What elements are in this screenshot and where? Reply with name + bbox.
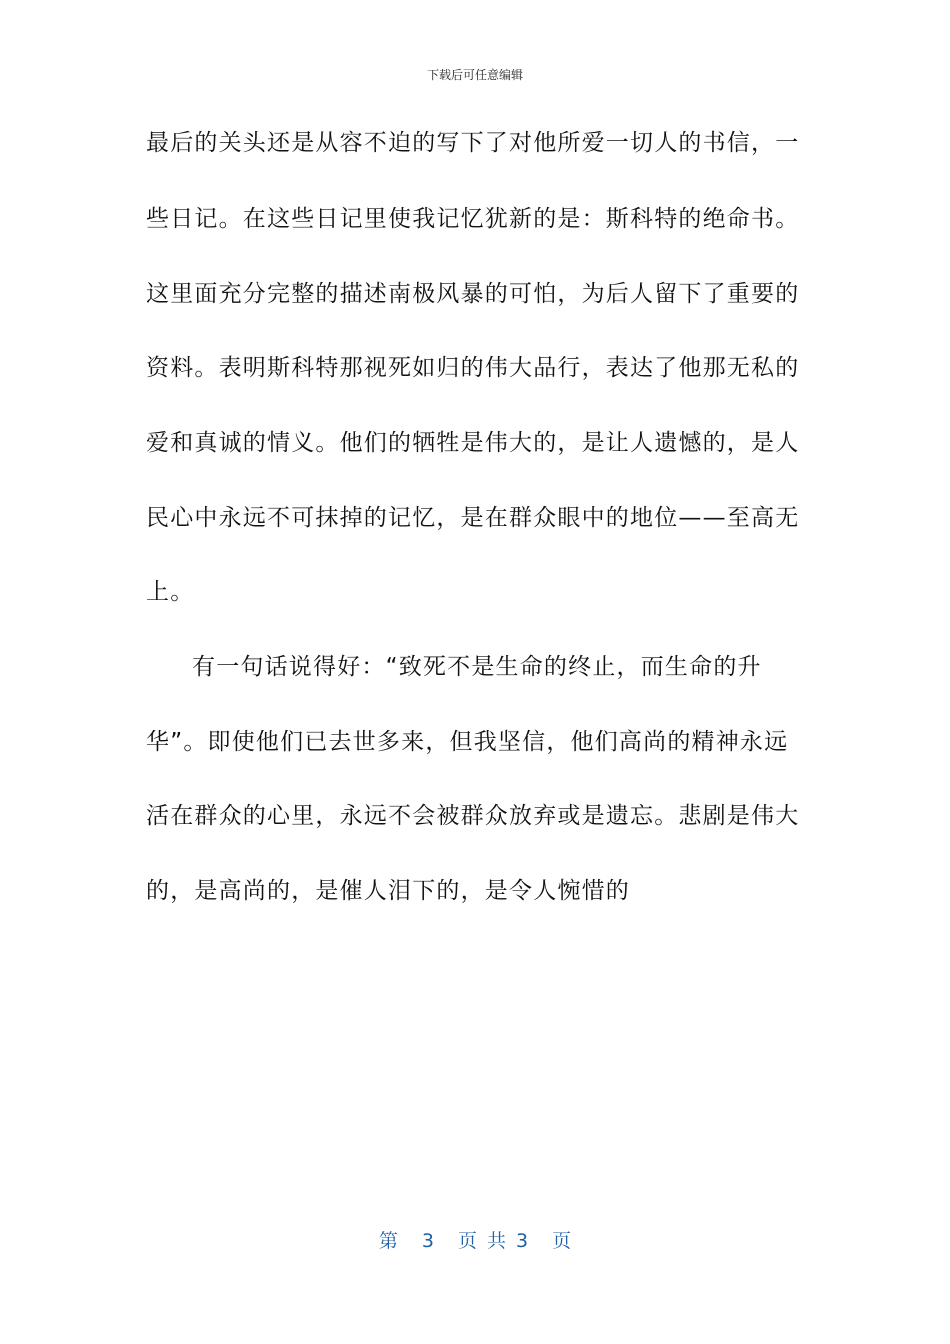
paragraph-1-line-1: 最后的关头还是从容不迫的写下了对他所爱一切人的书信，一 — [146, 130, 800, 156]
paragraph-1-line-2: 些日记。在这些日记里使我记忆犹新的是：斯科特的绝命书。 — [146, 206, 800, 232]
total-unit-label: 页 — [552, 1230, 572, 1252]
paragraph-1-line-5: 爱和真诚的情义。他们的牺牲是伟大的，是让人遗憾的，是人 — [146, 430, 800, 456]
paragraph-2-line-2: 华”。即使他们已去世多来，但我坚信，他们高尚的精神永远 — [146, 729, 789, 755]
paragraph-1-line-4: 资料。表明斯科特那视死如归的伟大品行，表达了他那无私的 — [146, 355, 800, 381]
page-unit-label: 页 — [457, 1230, 477, 1252]
page-footer — [0, 1226, 950, 1253]
paragraph-1-line-6: 民心中永远不可抹掉的记忆，是在群众眼中的地位——至高无 — [146, 505, 800, 531]
paragraph-2-line-1: 有一句话说得好：“致死不是生命的终止，而生命的升 — [192, 654, 762, 680]
paragraph-1-line-7: 上。 — [146, 579, 195, 605]
current-page-number: 3 — [421, 1230, 434, 1252]
page-label: 第 — [378, 1230, 398, 1252]
page-header: 下载后可任意编辑 — [426, 68, 523, 82]
paragraph-2-line-4: 的，是高尚的，是催人泪下的，是令人惋惜的 — [146, 878, 630, 904]
total-pages-number: 3 — [516, 1230, 529, 1252]
paragraph-1-line-3: 这里面充分完整的描述南极风暴的可怕，为后人留下了重要的 — [146, 281, 800, 307]
total-label: 共 — [487, 1230, 507, 1252]
paragraph-2-line-3: 活在群众的心里，永远不会被群众放弃或是遗忘。悲剧是伟大 — [146, 803, 800, 829]
